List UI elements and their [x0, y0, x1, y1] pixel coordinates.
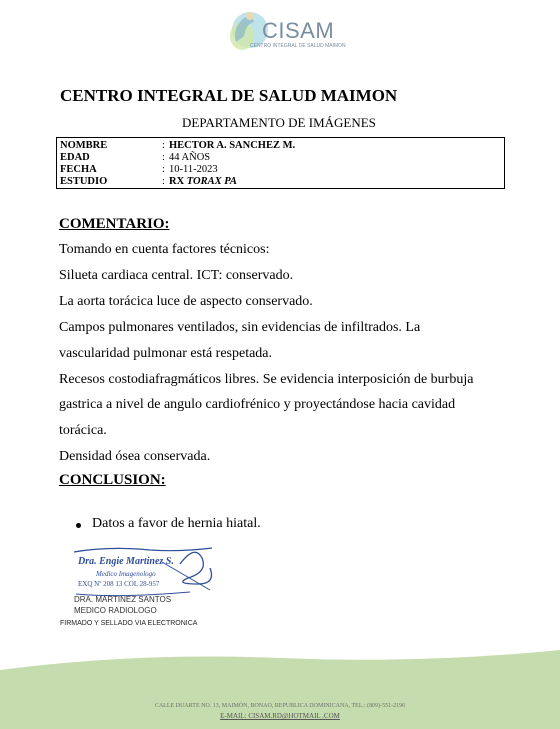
comment-line: Tomando en cuenta factores técnicos:: [59, 242, 270, 257]
date-label: FECHA: [60, 164, 97, 175]
comment-line: Recesos costodiafragmáticos libres. Se evidencia interposición de burbuja: [59, 372, 474, 387]
comment-line: torácica.: [59, 423, 107, 438]
comment-line: La aorta torácica luce de aspecto conservado.: [59, 294, 313, 309]
age-label: EDAD: [60, 152, 90, 163]
name-label: NOMBRE: [60, 140, 108, 151]
clinic-title: CENTRO INTEGRAL DE SALUD MAIMON: [60, 86, 398, 105]
study-prefix: RX: [169, 176, 185, 187]
logo-subtitle: CENTRO INTEGRAL DE SALUD MAIMON: [250, 43, 346, 49]
comment-heading: COMENTARIO:: [59, 216, 170, 232]
footer-email-link[interactable]: E-MAIL: CISAM.RD@HOTMAIL .COM: [220, 712, 340, 720]
stamp-doctor-name: Dra. Engie Martinez S.: [78, 556, 174, 567]
study-name: TORAX PA: [186, 176, 237, 187]
stamp-specialty: Medico Imagenologo: [96, 570, 156, 578]
patient-study-row: [60, 175, 500, 188]
age-colon: :: [162, 152, 165, 163]
cisam-logo: [218, 6, 348, 58]
comment-line: Silueta cardiaca central. ICT: conservado.: [59, 268, 294, 283]
footer-address: CALLE DUARTE NO. 13, MAIMÓN, BONAO, REPUBLICA DOMINICANA, TEL.: (809)-551-2196: [154, 703, 406, 709]
study-value: [169, 175, 237, 188]
name-value: HECTOR A. SANCHEZ M.: [169, 140, 296, 151]
name-colon: :: [162, 140, 165, 151]
comment-line: Densidad ósea conservada.: [59, 449, 211, 464]
date-colon: :: [162, 164, 165, 175]
comment-line: Campos pulmonares ventilados, sin evidencias de infiltrados. La: [59, 320, 421, 335]
conclusion-heading: CONCLUSION:: [59, 472, 166, 488]
logo-brand-text: CISAM: [262, 18, 335, 43]
signer-name: DRA. MARTINEZ SANTOS: [74, 595, 172, 604]
date-value: 10-11-2023: [169, 164, 218, 175]
age-value: 44 AÑOS: [169, 152, 211, 163]
electronic-signature-note: FIRMADO Y SELLADO VIA ELECTRONICA: [60, 620, 198, 627]
patient-info-box: [56, 137, 505, 189]
comment-line: vascularidad pulmonar está respetada.: [59, 346, 273, 361]
bullet-icon: [76, 523, 81, 528]
doctor-stamp: [70, 544, 220, 602]
signer-title: MEDICO RADIOLOGO: [74, 606, 157, 615]
conclusion-item-text: Datos a favor de hernia hiatal.: [92, 516, 261, 531]
study-label: ESTUDIO: [60, 176, 108, 187]
comment-line: gastrica a nivel de angulo cardiofrénico y proyectándose hacia cavidad: [59, 397, 456, 412]
stamp-license: EXQ Nº 208 13 COL 28-957: [78, 580, 160, 588]
study-colon: :: [162, 176, 165, 187]
department-name: DEPARTAMENTO DE IMÁGENES: [182, 115, 376, 130]
